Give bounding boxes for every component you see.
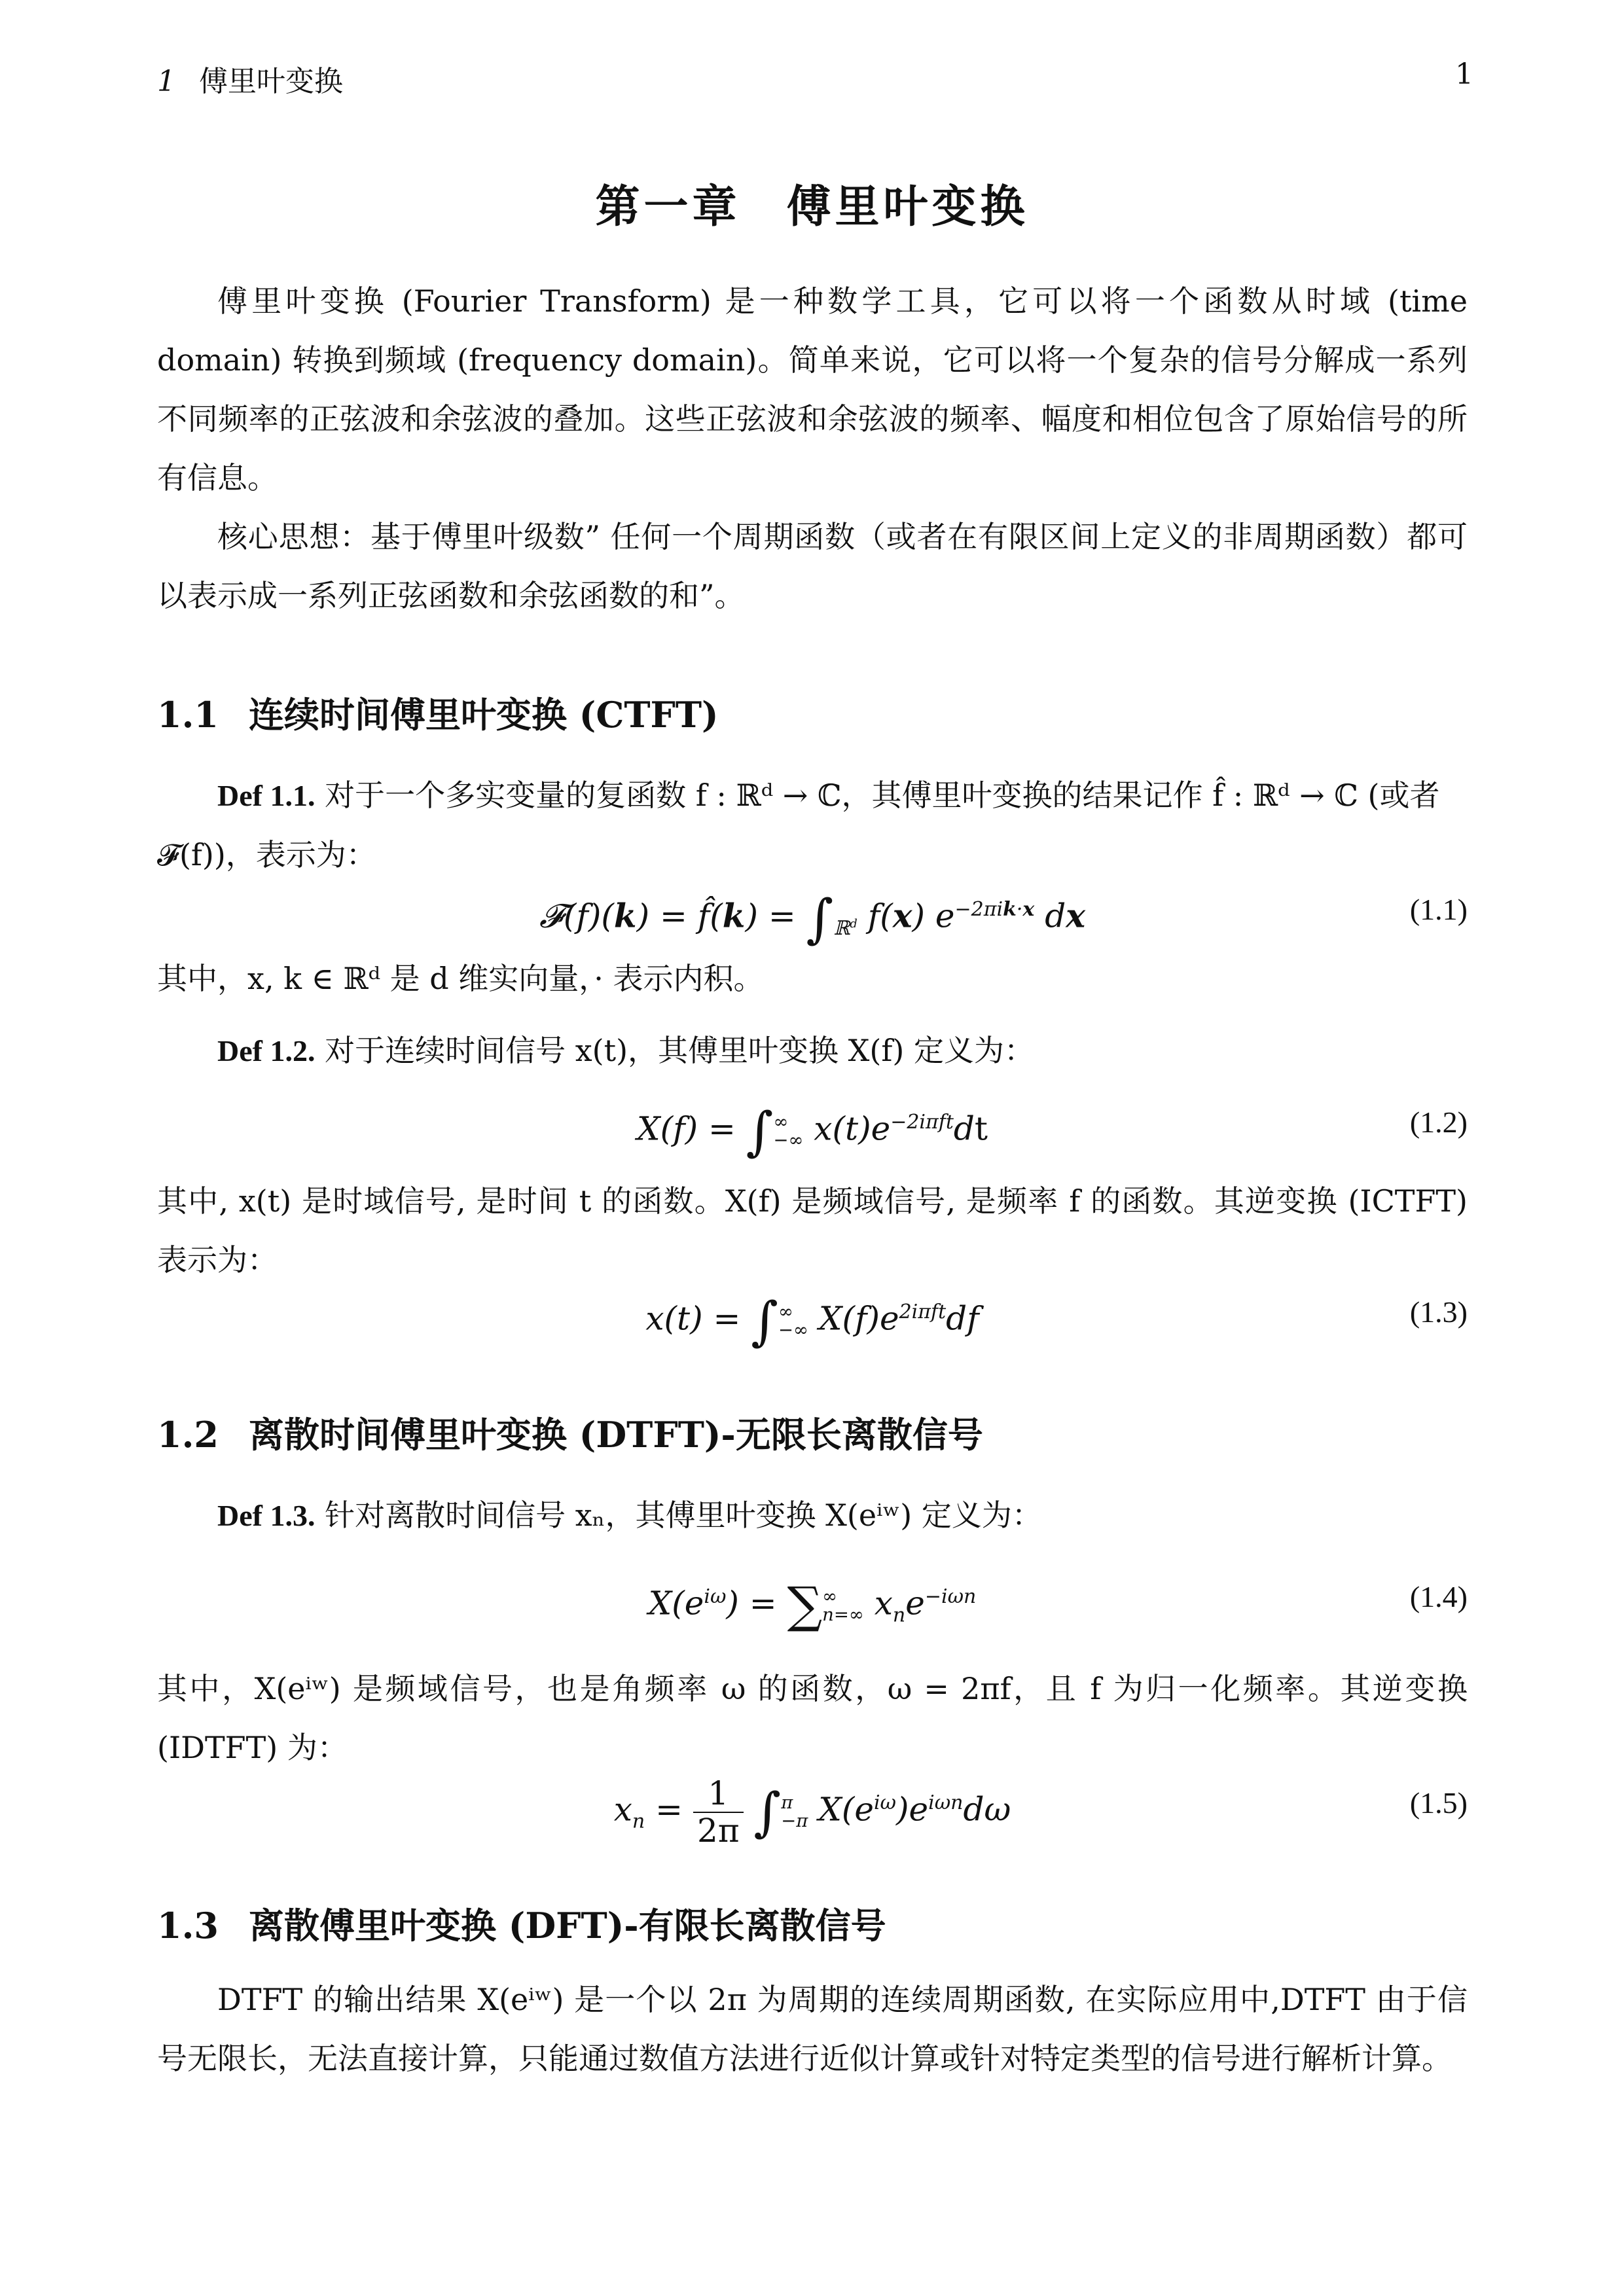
header-chapter-number: 1	[157, 65, 175, 98]
intro-paragraph-2: 核心思想：基于傅里叶级数” 任何一个周期函数（或者在有限区间上定义的非周期函数）都可以表示成一系列正弦函数和余弦函数的和”。	[157, 519, 1468, 613]
section-heading-1-3	[157, 1898, 886, 1948]
header-chapter-title: 傅里叶变换	[199, 65, 343, 98]
equation-1-5	[157, 1767, 1468, 1850]
section-title: 离散时间傅里叶变换 (DTFT)-无限长离散信号	[249, 1414, 983, 1456]
definition-label: Def 1.3.	[217, 1499, 316, 1532]
paragraph-after-eq-1-4: 其中，X(eⁱʷ) 是频域信号，也是角频率 ω 的函数，ω = 2πf，且 f 为归一化频率。其逆变换 (IDTFT) 为：	[157, 1671, 1468, 1765]
equation-number: (1.4)	[1409, 1580, 1468, 1613]
section-number: 1.1	[157, 694, 219, 736]
paragraph-after-eq-1-2: 其中, x(t) 是时域信号, 是时间 t 的函数。X(f) 是频域信号, 是频率 f 的函数。其逆变换 (ICTFT) 表示为：	[157, 1183, 1468, 1278]
section-1-3-paragraph: DTFT 的输出结果 X(eⁱʷ) 是一个以 2π 为周期的连续周期函数, 在实际应用中,DTFT 由于信号无限长，无法直接计算，只能通过数值方法进行近似计算或针对特定类型的信号进行解析计算。	[157, 1982, 1468, 2076]
section-title: 离散傅里叶变换 (DFT)-有限长离散信号	[249, 1905, 886, 1946]
definition-text: 针对离散时间信号 xₙ，其傅里叶变换 X(eⁱʷ) 定义为：	[325, 1498, 1042, 1533]
section-heading-1-1	[157, 687, 719, 738]
equation-number: (1.2)	[1409, 1105, 1468, 1139]
equation-1-3	[157, 1276, 1468, 1355]
paragraph-after-eq-1-1: 其中，x, k ∈ ℝᵈ 是 d 维实向量，· 表示内积。	[157, 961, 764, 996]
definition-1-1	[157, 766, 1468, 884]
chapter-heading	[0, 171, 1624, 235]
section-number: 1.3	[157, 1905, 219, 1946]
equation-formula: $X(e^{i\omega})$ = ∑∞ n=∞ $x_ne^{-i\omega n}$	[648, 1575, 977, 1634]
equation-formula: X(f) = ∫∞ −∞ $x(t)e^{-2i\pi ft}dt$	[636, 1101, 988, 1162]
definition-text: 对于连续时间信号 x(t)，其傅里叶变换 X(f) 定义为：	[325, 1033, 1034, 1068]
section-number: 1.2	[157, 1414, 219, 1456]
section-title: 连续时间傅里叶变换 (CTFT)	[249, 694, 719, 736]
section-heading-1-2	[157, 1407, 983, 1458]
definition-1-2	[157, 1021, 1468, 1081]
equation-number: (1.3)	[1409, 1295, 1468, 1329]
equation-number: (1.1)	[1409, 893, 1468, 926]
equation-1-2	[157, 1086, 1468, 1165]
equation-1-1	[157, 874, 1468, 952]
chapter-label: 第一章	[595, 181, 741, 233]
page-number: 1	[1455, 58, 1473, 91]
definition-text: 对于一个多实变量的复函数 f : ℝᵈ → ℂ，其傅里叶变换的结果记作 f̂ : ℝᵈ → ℂ (或者 𝓕(f))，表示为：	[157, 778, 1440, 872]
equation-1-4	[157, 1561, 1468, 1640]
equation-formula: 𝓕(f)(k) = f̂(k) = $\int_{ℝ^d}$ f(x) $e^{-2\pi ik\cdot x}$ dx	[539, 888, 1086, 950]
intro-paragraph-1: 傅里叶变换 (Fourier Transform) 是一种数学工具，它可以将一个函数从时域 (time domain) 转换到频域 (frequency domain)。简单来说，它可以将一个复杂的信号分解成一系列不同频率的正弦波和余弦波的叠加。这些正弦波和余弦波的频率、幅度和相位包含了原始信号的所有信息。	[157, 283, 1468, 495]
definition-label: Def 1.2.	[217, 1034, 316, 1067]
definition-1-3	[157, 1486, 1468, 1545]
running-header-left	[157, 58, 343, 99]
chapter-title: 傅里叶变换	[786, 181, 1029, 233]
equation-number: (1.5)	[1409, 1786, 1468, 1820]
definition-label: Def 1.1.	[217, 779, 316, 812]
equation-formula: $x_n$ = $\frac{1}{2\pi}$ ∫π −π $X(e^{i\omega})e^{i\omega n}d\omega$	[613, 1774, 1011, 1850]
equation-formula: x(t) = ∫∞ −∞ $X(f)e^{2i\pi ft}df$	[645, 1291, 979, 1352]
